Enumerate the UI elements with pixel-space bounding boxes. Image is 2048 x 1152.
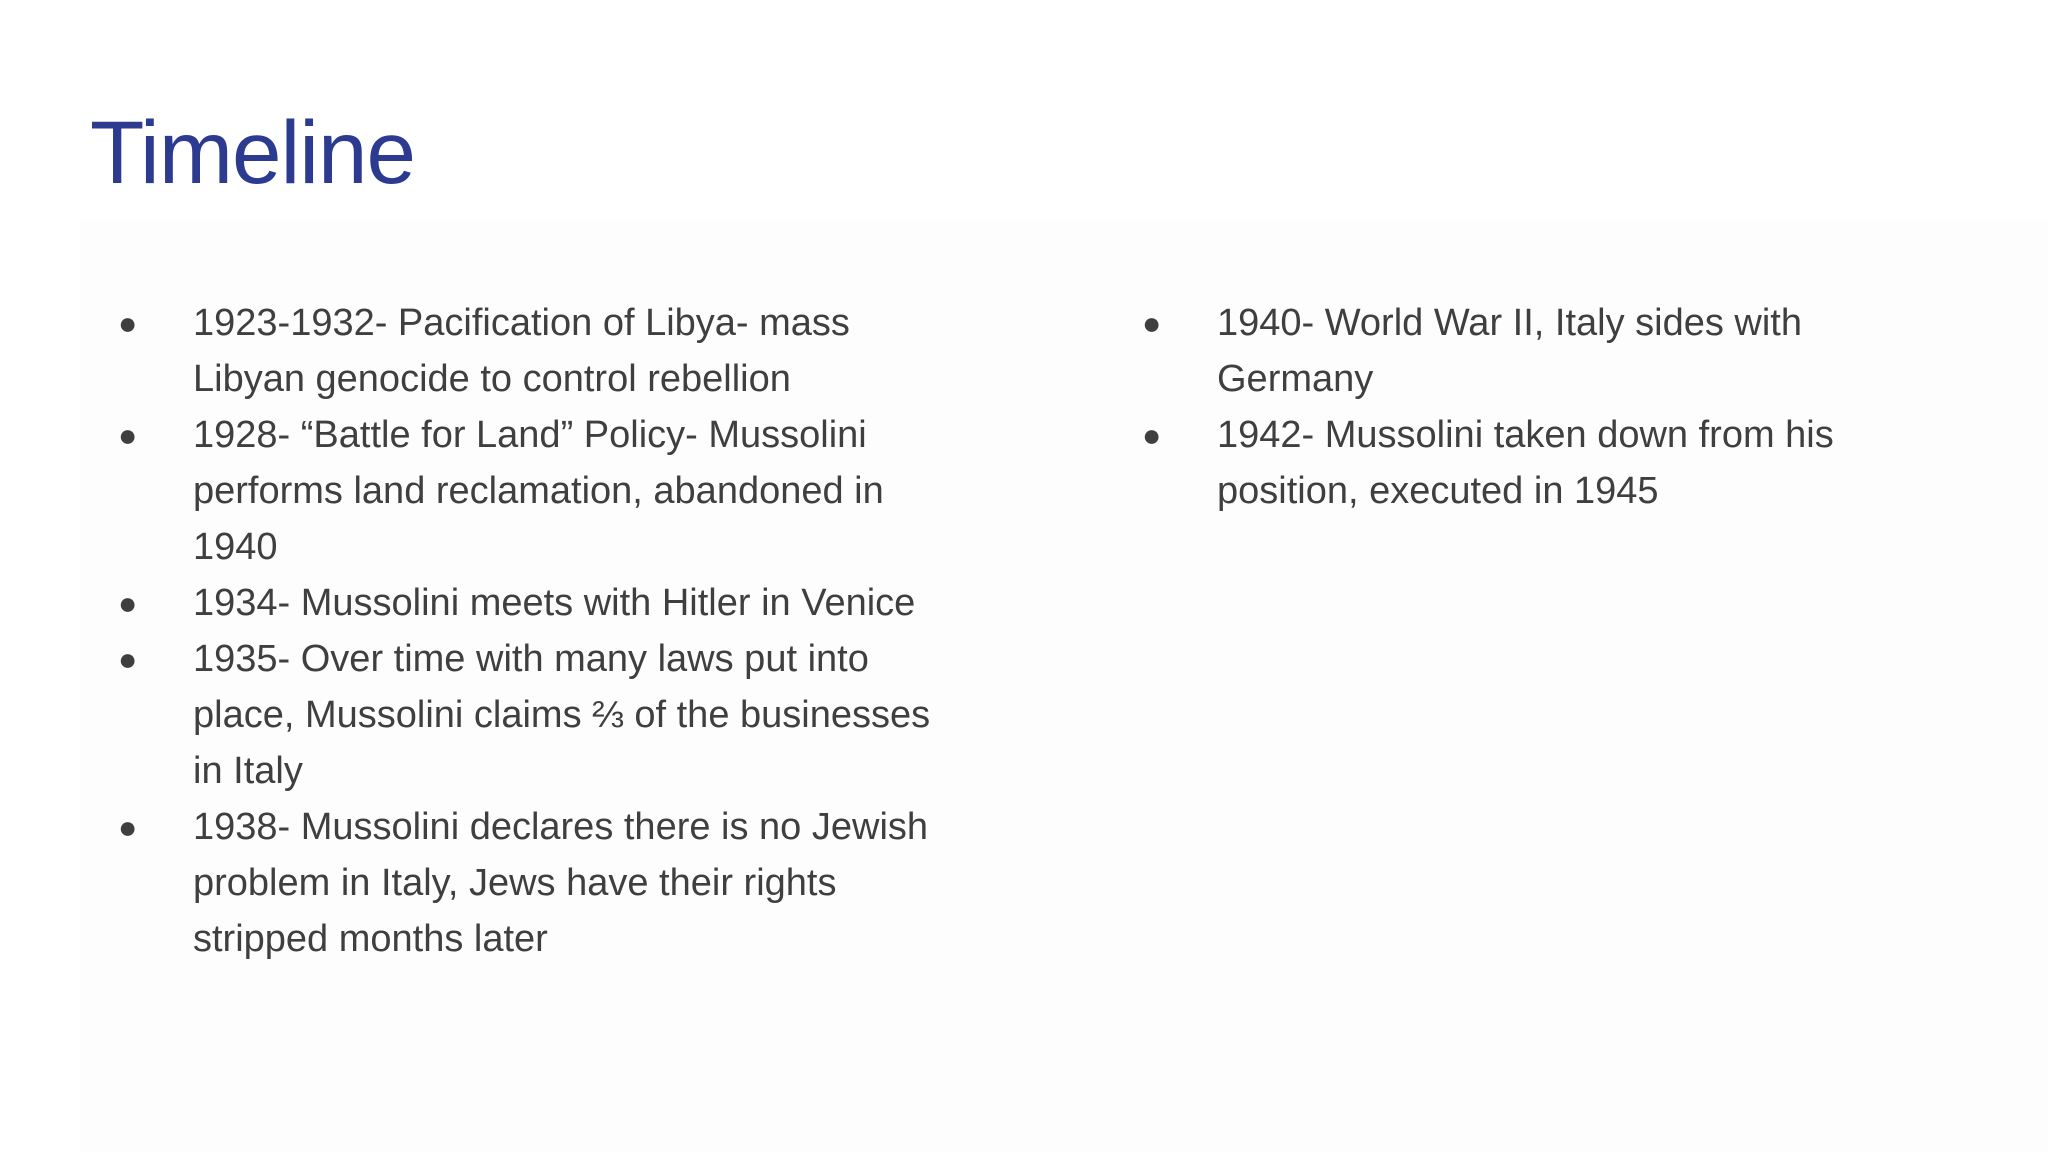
bullet-icon: ● <box>1142 417 1162 453</box>
bullet-icon: ● <box>118 809 138 845</box>
bullet-icon: ● <box>118 641 138 677</box>
list-item-text: 1940- World War II, Italy sides with Germany <box>1217 302 1802 400</box>
list-item <box>1142 295 1942 407</box>
right-bullet-list <box>1142 295 1942 519</box>
list-item <box>118 631 948 799</box>
list-item <box>118 575 948 631</box>
list-item <box>118 295 948 407</box>
left-bullet-list <box>118 295 948 967</box>
list-item-text: 1938- Mussolini declares there is no Jewish problem in Italy, Jews have their rights stripped months later <box>193 806 929 960</box>
bullet-icon: ● <box>118 305 138 341</box>
list-item <box>118 799 948 967</box>
bullet-icon: ● <box>118 585 138 621</box>
bullet-icon: ● <box>118 417 138 453</box>
bullet-icon: ● <box>1142 305 1162 341</box>
list-item <box>1142 407 1942 519</box>
list-item-text: 1942- Mussolini taken down from his position, executed in 1945 <box>1217 414 1834 512</box>
slide-title: Timeline <box>90 102 416 202</box>
list-item-text: 1935- Over time with many laws put into place, Mussolini claims ⅔ of the businesses in Italy <box>193 638 931 792</box>
list-item <box>118 407 948 575</box>
list-item-text: 1934- Mussolini meets with Hitler in Venice <box>193 582 916 624</box>
list-item-text: 1928- “Battle for Land” Policy- Mussolini performs land reclamation, abandoned in 1940 <box>193 414 884 568</box>
list-item-text: 1923-1932- Pacification of Libya- mass Libyan genocide to control rebellion <box>193 302 850 400</box>
